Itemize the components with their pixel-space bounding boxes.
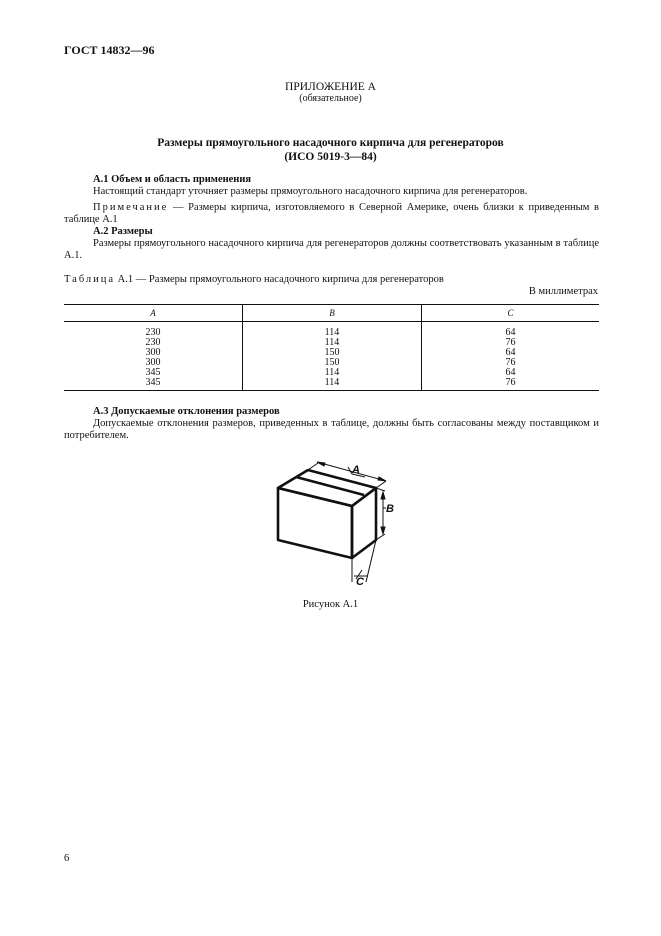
section-a1-note (64, 202, 599, 226)
note-label: Примечание (93, 202, 169, 213)
cell-b: 150 (243, 348, 422, 358)
label-b: B (386, 503, 394, 515)
page-number: 6 (64, 853, 70, 864)
figure-caption: Рисунок А.1 (302, 599, 359, 610)
note-text: — Размеры кирпича, изготовляемого в Северной Америке, очень близки к приведенным в таблице А.1 (64, 202, 599, 225)
label-a: A (352, 464, 360, 476)
brick-figure (268, 458, 398, 588)
document-title-iso: (ИСО 5019-3—84) (284, 151, 377, 163)
section-a1-heading: А.1 Объем и область применения (93, 174, 252, 185)
appendix-title: ПРИЛОЖЕНИЕ А (285, 81, 376, 93)
table-units: В миллиметрах (528, 286, 598, 297)
header-a: A (64, 305, 243, 322)
cell-b: 114 (243, 368, 422, 378)
cell-c: 64 (422, 348, 600, 358)
cell-a: 230 (145, 327, 161, 338)
cell-b: 114 (243, 378, 422, 391)
cell-b: 114 (243, 322, 422, 339)
table-caption (64, 274, 444, 286)
section-a2-heading: А.2 Размеры (93, 226, 153, 237)
table-caption-label: Таблица (64, 274, 116, 285)
table-header-row (64, 305, 599, 322)
section-a2 (64, 226, 599, 262)
cell-a: 345 (64, 378, 243, 391)
cell-c: 64 (422, 368, 600, 378)
brick-outline (278, 470, 376, 558)
cell-c: 64 (422, 322, 600, 339)
cell-c: 76 (422, 358, 600, 368)
section-a1-text: Настоящий стандарт уточняет размеры прямоугольного насадочного кирпича для регенераторов. (93, 186, 528, 197)
section-a3-text: Допускаемые отклонения размеров, приведенных в таблице, должны быть согласованы между поставщиком и потребителем. (64, 418, 599, 441)
cell-c: 76 (422, 378, 600, 391)
cell-c: 76 (422, 338, 600, 348)
document-title: Размеры прямоугольного насадочного кирпича для регенераторов (157, 137, 504, 149)
section-a3-heading: А.3 Допускаемые отклонения размеров (93, 406, 280, 417)
cell-b: 114 (243, 338, 422, 348)
appendix-subtitle: (обязательное) (299, 93, 362, 104)
label-c: C (356, 576, 364, 588)
section-a1 (64, 174, 599, 226)
cell-b: 150 (243, 358, 422, 368)
table-row (64, 378, 599, 391)
table-row (64, 322, 599, 339)
table-caption-text: А.1 — Размеры прямоугольного насадочного кирпича для регенераторов (115, 274, 444, 285)
header-c: C (422, 305, 600, 322)
cell-a: 230 (145, 337, 161, 348)
cell-a: 300 (145, 347, 161, 358)
header-b: B (243, 305, 422, 322)
dimensions-table (64, 304, 599, 391)
cell-a: 300 (145, 357, 161, 368)
section-a2-text: Размеры прямоугольного насадочного кирпича для регенераторов должны соответствовать указанным в таблице А.1. (64, 238, 599, 261)
section-a3 (64, 406, 599, 442)
standard-code: ГОСТ 14832—96 (64, 43, 155, 57)
cell-a: 345 (145, 367, 161, 378)
